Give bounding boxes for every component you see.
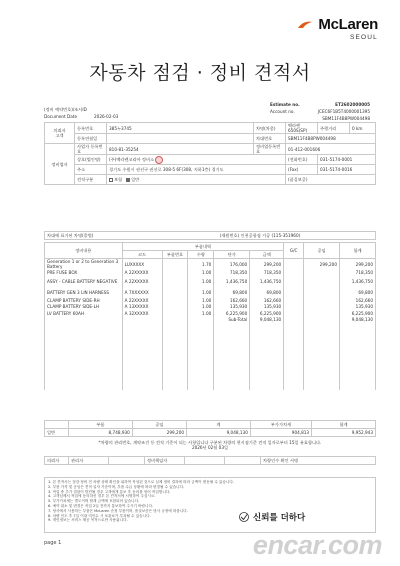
checkbox-general[interactable]	[126, 178, 130, 182]
info-table: 의뢰자 고객 등록번호 385누3745 차명(차종) 맥라렌 650S(SP) 주행거리 0 km 등록연월일 차대번호 SBM11F4B8PW004498 정비업자 사업자 등록번호 810-81-35254 정비업등록번호 01-412-001606 상호(법인명) (주)맥라렌코리아 정비소 (전화번호) 031-5174-0001 주소 경기도 수원시 권선구 권선로 308-5 6F(308, 지하1층) 경기도 (Fax) 031-5174-0016 견적구분 보험 일반 (품질보증)	[44, 122, 376, 185]
table-row: ASSY - CABLE BATTERY NEGATIVE A 22XXXXX 1.00 1,436,750 1,436,750 1,436,750	[45, 276, 376, 287]
mclaren-swoosh-icon	[297, 21, 313, 29]
account-number: JCEC6F1B5T4000001395	[317, 109, 370, 114]
brand-name: McLaren	[318, 16, 378, 33]
trust-badge: 신뢰를 더하다	[238, 511, 305, 523]
work-table: 정비내용 부품내역 G/C 공임 합계 코드 부품번호 수량 단가 금액 Generation 1 or 2 to Generation 3 Battery LUXXXXX 1.70 176,000 299,200 299,200 299,200 PRE FUSE BOX A 22XXXXX 1.00 718,350 718,350 718,350 ASSY - CABLE BATTERY NEGATIVE A 22XXXXX 1.00 1,436,750 1,436,750 1,436,750 BATTERY GEN 3 LIN HARNESS A 7XXXXXX 1.00 69,800 69,800 69,800 CLAMP BATTERY SIDE-RH A 22XXXXX 1.00 162,660 162,660 162,660 CLAMP BATTERY SIDE-LH A 13XXXXX 1.00 135,930 135,930 135,930 LV BATTERY 60AH A 32XXXXX 1.00 6,225,900 6,225,900 6,225,900 Sub-Total 9,048,130 9,048,130	[44, 242, 376, 390]
notice-date: 2026년 02월 03일	[191, 445, 229, 450]
terms-box: 1. 본 견적서는 점검·정비 전 차량 상태 확인을 위하여 작성된 것으로 실제 정비 결과에 따라 금액이 변동될 수 있습니다. 2. 부품 가격 및 공임은 견적 일자 기준이며, 부품 수급 상황에 따라 변경될 수 있습니다. 3. 작업 중 추가 결함이 발견될 경우 고객에게 통보 후 동의를 얻어 작업합니다. 4. 고객님께서 작업에 동의하신 경우 본 견적서에 서명하여 주십시오. 5. 부가가치세는 별도이며 합계 금액에 포함되어 있습니다. 6. 예약 취소 및 변경은 작업 2일 전까지 통보하여 주시기 바랍니다. 7. 당사에서 사용하는 부품은 McLaren 순정 부품이며, 품질보증은 당사 규정에 따릅니다. 8. 차량 인도 후 7일 이내 미인수 시 보관료가 부과될 수 있습니다. 9. 개인정보는 서비스 제공 목적으로만 사용됩니다.	[44, 477, 376, 533]
table-row: PRE FUSE BOX A 22XXXXX 1.00 718,350 718,350 718,350	[45, 270, 376, 276]
table-row: BATTERY GEN 3 LIN HARNESS A 7XXXXXX 1.00 69,800 69,800 69,800	[45, 287, 376, 298]
company-stamp-icon	[155, 156, 163, 164]
trust-logo-icon	[238, 512, 250, 522]
table-row: Generation 1 or 2 to Generation 3 Battery LUXXXXX 1.70 176,000 299,200 299,200 299,200	[45, 259, 376, 270]
customer-label: 의뢰자 고객	[45, 123, 75, 144]
totals-table: 부품 공임 계 부가가치세 합계 일반 8,748,930 299,200 9,048,130 904,813 9,952,943	[44, 420, 376, 437]
vin-number: SBM11F4B8PW004498	[322, 116, 370, 121]
table-row: CLAMP BATTERY SIDE-LH A 13XXXXX 1.00 135,930 135,930 135,930	[45, 304, 376, 310]
subtotal-row: Sub-Total 9,048,130 9,048,130	[45, 316, 376, 322]
page-number: page 1	[44, 540, 62, 546]
col-parts: 부품내역	[122, 243, 284, 251]
col-item: 정비내용	[45, 243, 123, 259]
document-title: 자동차 점검 · 정비 견적서	[89, 62, 311, 84]
grand-total: 9,952,943	[312, 429, 376, 437]
brand-sub: SEOUL	[349, 34, 378, 41]
meta-right: Estimate no. ET2602000005 Account no. JCEC6F1B5T4000001395 SBM11F4B8PW004498	[270, 102, 370, 121]
col-labor: 공임	[304, 243, 340, 259]
validity-notice: *차량의 관리번호, 계약조건 등 견적 기준이 되는 사항입니다 구분된 차량의 현시점기준 견적 일자로부터 15일 유효합니다. 2026년 02월 03일	[44, 440, 376, 450]
watermark: encar.com	[252, 530, 382, 560]
estimate-number: ET2602000005	[335, 102, 370, 107]
col-total: 합계	[340, 243, 376, 259]
meta-key: Document Date	[44, 114, 78, 119]
table-row: CLAMP BATTERY SIDE-RH A 22XXXXX 1.00 162,660 162,660 162,660	[45, 298, 376, 304]
checkbox-insurance[interactable]	[109, 178, 113, 182]
meta-left	[44, 106, 164, 120]
table-row: LV BATTERY 60AH A 32XXXXX 1.00 6,225,900 6,225,900 6,225,900	[45, 310, 376, 316]
signature-table: 의뢰자 관리자 정비책임자 차량인수 확인 서명	[44, 456, 376, 465]
vehicle-note: 차대에 표기된 차명(종별) (재원번호) 인천공항점 가공 (115-351960)	[44, 231, 376, 240]
document-date: 2026-02-03	[94, 114, 119, 119]
meta-key: (정비 예약번호)/조사ID	[44, 107, 87, 112]
maker-label: 정비업자	[45, 144, 75, 185]
brand-logo	[297, 14, 378, 41]
